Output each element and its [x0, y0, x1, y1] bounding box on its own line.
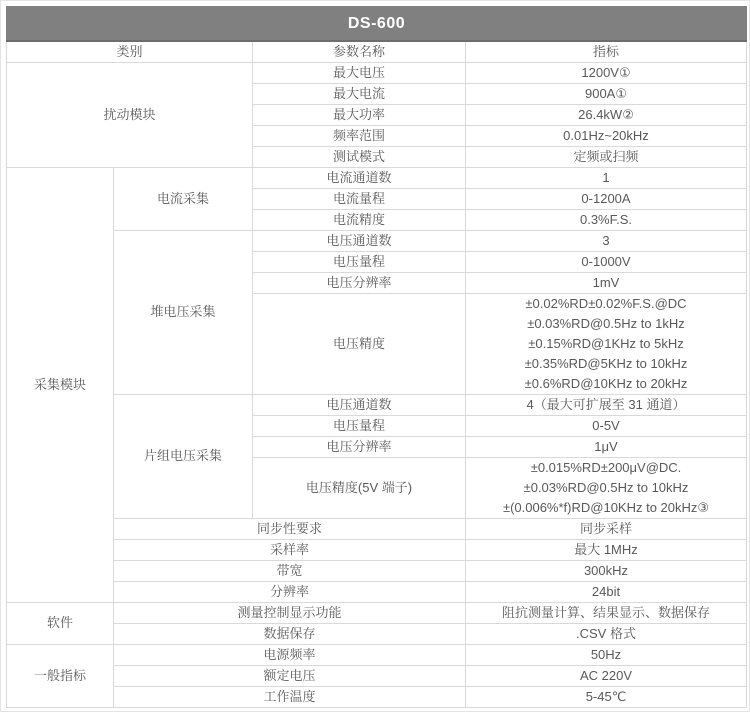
spec-category-cell: 软件: [7, 603, 114, 645]
spec-value-cell: 24bit: [466, 582, 747, 603]
spec-param-cell: 最大电流: [253, 84, 466, 105]
table-row: [7, 519, 747, 540]
spec-param-cell: 最大电压: [253, 63, 466, 84]
spec-value-cell: 300kHz: [466, 561, 747, 582]
spec-param-cell: 电压分辨率: [253, 273, 466, 294]
spec-param-cell: 同步性要求: [114, 519, 466, 540]
spec-table-body: [7, 63, 747, 708]
table-row: [7, 395, 747, 416]
table-row: [7, 63, 747, 84]
column-header-row: [7, 41, 747, 63]
table-row: [7, 561, 747, 582]
spec-value-cell: 0-5V: [466, 416, 747, 437]
spec-param-cell: 数据保存: [114, 624, 466, 645]
spec-category-cell: 采集模块: [7, 168, 114, 603]
spec-param-cell: 电压分辨率: [253, 437, 466, 458]
spec-value-cell: 4（最大可扩展至 31 通道）: [466, 395, 747, 416]
table-row: [7, 168, 747, 189]
spec-param-cell: 电压精度: [253, 294, 466, 395]
spec-value-cell: 0.01Hz~20kHz: [466, 126, 747, 147]
spec-value-cell: 定频或扫频: [466, 147, 747, 168]
spec-value-cell: 900A①: [466, 84, 747, 105]
column-header-spec: 指标: [466, 41, 747, 63]
table-row: [7, 645, 747, 666]
spec-param-cell: 测量控制显示功能: [114, 603, 466, 624]
table-title-row: [7, 7, 747, 42]
spec-param-cell: 测试模式: [253, 147, 466, 168]
spec-category-cell: 一般指标: [7, 645, 114, 708]
model-title: DS-600: [7, 7, 747, 42]
spec-param-cell: 工作温度: [114, 687, 466, 708]
spec-category-cell: 电流采集: [114, 168, 253, 231]
table-row: [7, 624, 747, 645]
spec-param-cell: 频率范围: [253, 126, 466, 147]
spec-value-cell: 阻抗测量计算、结果显示、数据保存: [466, 603, 747, 624]
spec-value-cell: 0.3%F.S.: [466, 210, 747, 231]
spec-value-cell: 1μV: [466, 437, 747, 458]
spec-value-cell: 同步采样: [466, 519, 747, 540]
spec-param-cell: 电压通道数: [253, 231, 466, 252]
spec-param-cell: 电流精度: [253, 210, 466, 231]
spec-value-cell: 50Hz: [466, 645, 747, 666]
spec-param-cell: 采样率: [114, 540, 466, 561]
spec-param-cell: 电压精度(5V 端子): [253, 458, 466, 519]
spec-value-cell: ±0.02%RD±0.02%F.S.@DC ±0.03%RD@0.5Hz to 1kHz ±0.15%RD@1KHz to 5kHz ±0.35%RD@5KHz to 10kHz ±0.6%RD@10KHz to 20kHz: [466, 294, 747, 395]
table-row: [7, 666, 747, 687]
spec-category-cell: 片组电压采集: [114, 395, 253, 519]
spec-param-cell: 分辨率: [114, 582, 466, 603]
spec-value-cell: ±0.015%RD±200μV@DC. ±0.03%RD@0.5Hz to 10kHz ±(0.006%*f)RD@10KHz to 20kHz③: [466, 458, 747, 519]
spec-value-cell: 1: [466, 168, 747, 189]
spec-value-cell: 5-45℃: [466, 687, 747, 708]
spec-param-cell: 电源频率: [114, 645, 466, 666]
table-row: [7, 603, 747, 624]
spec-value-cell: AC 220V: [466, 666, 747, 687]
table-row: [7, 582, 747, 603]
column-header-category: 类别: [7, 41, 253, 63]
spec-value-cell: 26.4kW②: [466, 105, 747, 126]
spec-param-cell: 额定电压: [114, 666, 466, 687]
spec-category-cell: 堆电压采集: [114, 231, 253, 395]
spec-param-cell: 电压量程: [253, 416, 466, 437]
spec-param-cell: 电压通道数: [253, 395, 466, 416]
table-row: [7, 231, 747, 252]
spec-param-cell: 电流通道数: [253, 168, 466, 189]
spec-param-cell: 电流量程: [253, 189, 466, 210]
spec-value-cell: 1mV: [466, 273, 747, 294]
spec-param-cell: 最大功率: [253, 105, 466, 126]
spec-value-cell: 0-1200A: [466, 189, 747, 210]
spec-value-cell: 0-1000V: [466, 252, 747, 273]
spec-value-cell: .CSV 格式: [466, 624, 747, 645]
table-row: [7, 687, 747, 708]
spec-category-cell: 扰动模块: [7, 63, 253, 168]
spec-value-cell: 1200V①: [466, 63, 747, 84]
table-row: [7, 540, 747, 561]
spec-value-cell: 最大 1MHz: [466, 540, 747, 561]
spec-param-cell: 带宽: [114, 561, 466, 582]
spec-table: [6, 6, 747, 708]
spec-value-cell: 3: [466, 231, 747, 252]
spec-param-cell: 电压量程: [253, 252, 466, 273]
column-header-param: 参数名称: [253, 41, 466, 63]
